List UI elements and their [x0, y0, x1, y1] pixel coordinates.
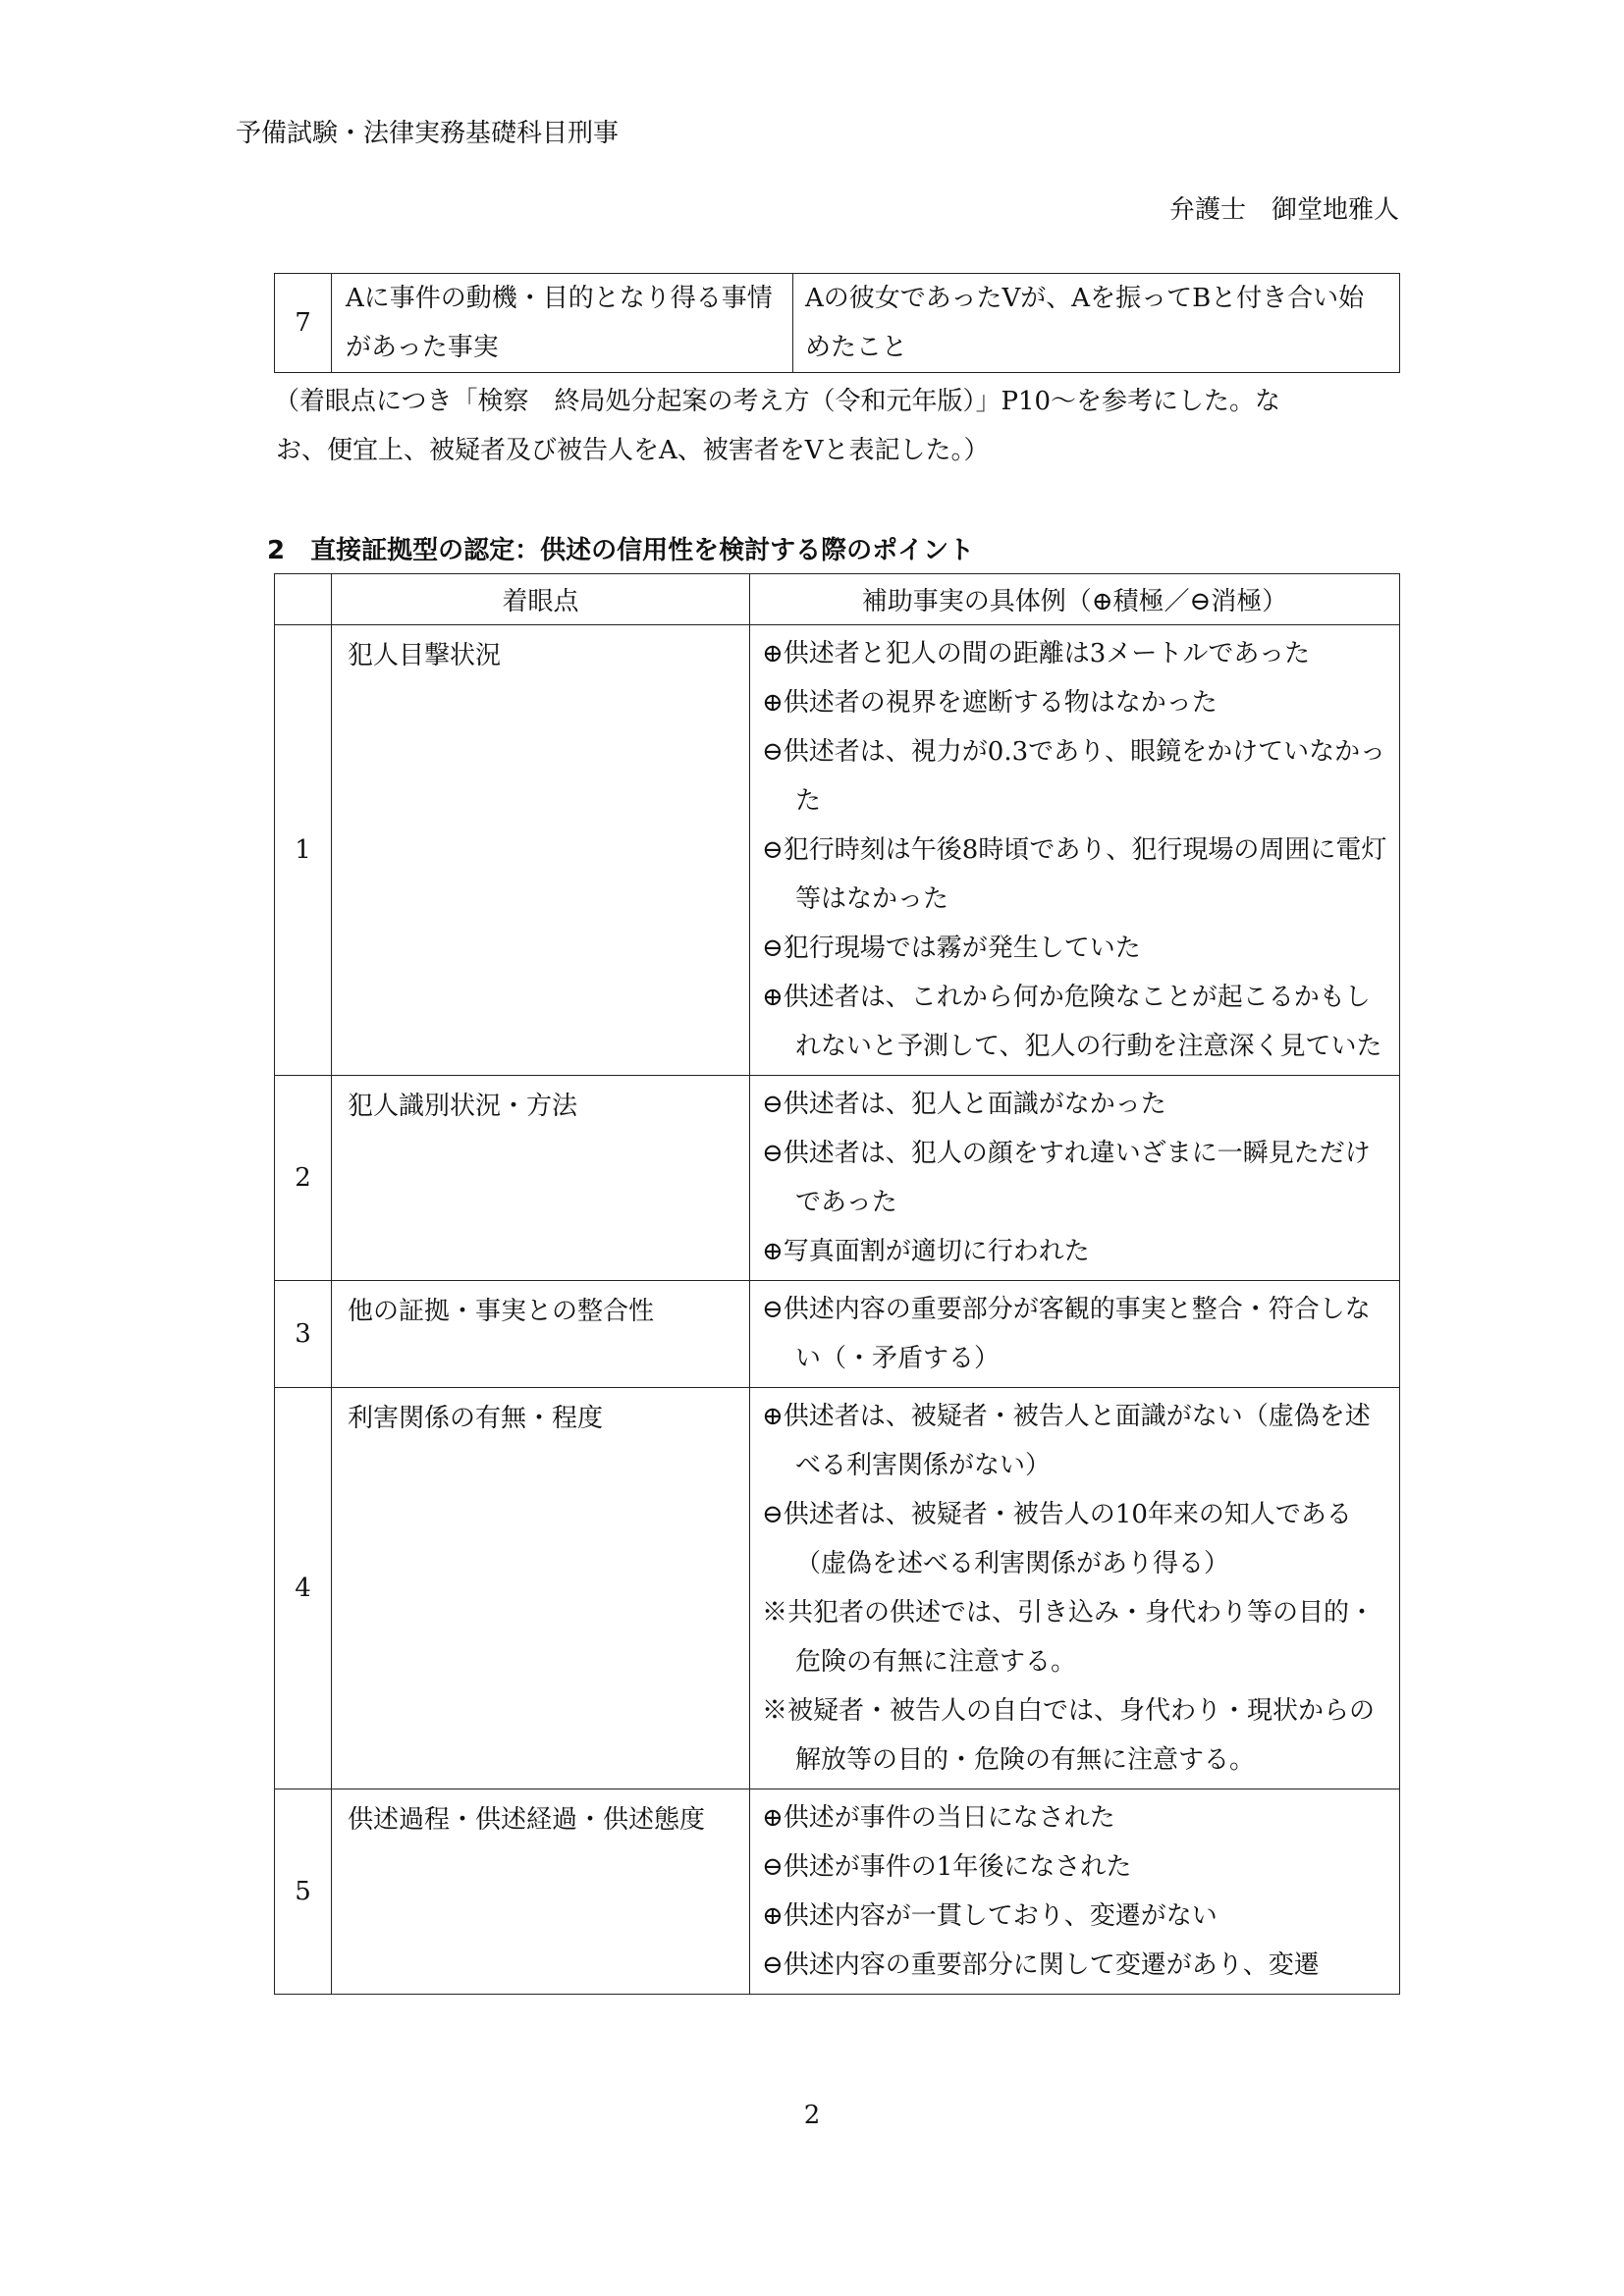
example-item: ⊖犯行時刻は午後8時頃であり、犯行現場の周囲に電灯等はなかった — [762, 835, 1387, 914]
course-title: 予備試験・法律実務基礎科目刑事 — [236, 119, 620, 148]
point-cell: Aに事件の動機・目的となり得る事情があった事実 — [332, 274, 793, 373]
example-item: ⊖供述内容の重要部分に関して変遷があり、変遷 — [762, 1950, 1320, 1980]
point-cell: 犯人目撃状況 — [332, 625, 750, 1076]
section-heading: 2 直接証拠型の認定：供述の信用性を検討する際のポイント — [267, 536, 975, 565]
table-row — [275, 1388, 1400, 1789]
source-note-text: お、便宜上、被疑者及び被告人をA、被害者をVと表記した。） — [276, 436, 990, 465]
point-cell: 供述過程・供述経過・供述態度 — [332, 1789, 750, 1995]
example-cell — [750, 1388, 1400, 1789]
header-num — [275, 574, 332, 625]
source-note-line1: （着眼点につき「検察 終局処分起案の考え方（令和元年版）」P10～を参考にした。な — [274, 387, 1281, 416]
example-cell — [750, 1789, 1400, 1995]
header-point: 着眼点 — [332, 574, 750, 625]
row-number: 3 — [275, 1281, 332, 1388]
example-item: ⊖供述者は、被疑者・被告人の10年来の知人である（虚偽を述べる利害関係があり得る） — [762, 1500, 1352, 1578]
example-item: ※共犯者の供述では、引き込み・身代わり等の目的・危険の有無に注意する。 — [762, 1598, 1376, 1677]
example-item: ⊖供述者は、犯人の顔をすれ違いざまに一瞬見ただけであった — [762, 1139, 1371, 1217]
row-number: 2 — [275, 1076, 332, 1281]
example-item: ⊕供述者の視界を遮断する物はなかった — [762, 688, 1218, 718]
criteria-table-continued — [274, 273, 1400, 373]
point-cell: 他の証拠・事実との整合性 — [332, 1281, 750, 1388]
example-item: ※被疑者・被告人の自白では、身代わり・現状からの解放等の目的・危険の有無に注意する。 — [762, 1696, 1376, 1775]
example-item: ⊖供述が事件の1年後になされた — [762, 1852, 1132, 1882]
header-example: 補助事実の具体例（⊕積極／⊖消極） — [750, 574, 1400, 625]
example-item: ⊖供述者は、犯人と面識がなかった — [762, 1090, 1166, 1119]
example-item: ⊕供述者は、これから何か危険なことが起こるかもしれないと予測して、犯人の行動を注意深く見ていた — [762, 983, 1382, 1061]
page-number: 2 — [803, 2101, 821, 2130]
example-item: ⊕写真面割が適切に行われた — [762, 1237, 1090, 1266]
table-row — [275, 1076, 1400, 1281]
example-cell: Aの彼女であったVが、Aを振ってBと付き合い始めたこと — [793, 274, 1400, 373]
row-number: 7 — [275, 274, 332, 373]
example-item: ⊖供述内容の重要部分が客観的事実と整合・符合しない（・矛盾する） — [762, 1295, 1371, 1373]
example-item: ⊕供述内容が一貫しており、変遷がない — [762, 1901, 1218, 1931]
example-item: ⊖供述者は、視力が0.3であり、眼鏡をかけていなかった — [762, 737, 1386, 816]
row-number: 5 — [275, 1789, 332, 1995]
row-number: 4 — [275, 1388, 332, 1789]
source-note-line2 — [274, 426, 990, 475]
table-header-row — [275, 574, 1400, 625]
example-cell — [750, 1281, 1400, 1388]
example-item: ⊕供述が事件の当日になされた — [762, 1803, 1115, 1833]
table-row — [275, 274, 1400, 373]
table-row — [275, 1789, 1400, 1995]
author-name: 弁護士 御堂地雅人 — [1168, 195, 1399, 225]
table-row — [275, 625, 1400, 1076]
example-cell — [750, 1076, 1400, 1281]
example-item: ⊖犯行現場では霧が発生していた — [762, 934, 1141, 963]
example-item: ⊕供述者と犯人の間の距離は3メートルであった — [762, 639, 1311, 668]
example-cell — [750, 625, 1400, 1076]
point-cell: 利害関係の有無・程度 — [332, 1388, 750, 1789]
table-row — [275, 1281, 1400, 1388]
credibility-table — [274, 573, 1400, 1995]
example-item: ⊕供述者は、被疑者・被告人と面識がない（虚偽を述べる利害関係がない） — [762, 1402, 1371, 1480]
point-cell: 犯人識別状況・方法 — [332, 1076, 750, 1281]
row-number: 1 — [275, 625, 332, 1076]
